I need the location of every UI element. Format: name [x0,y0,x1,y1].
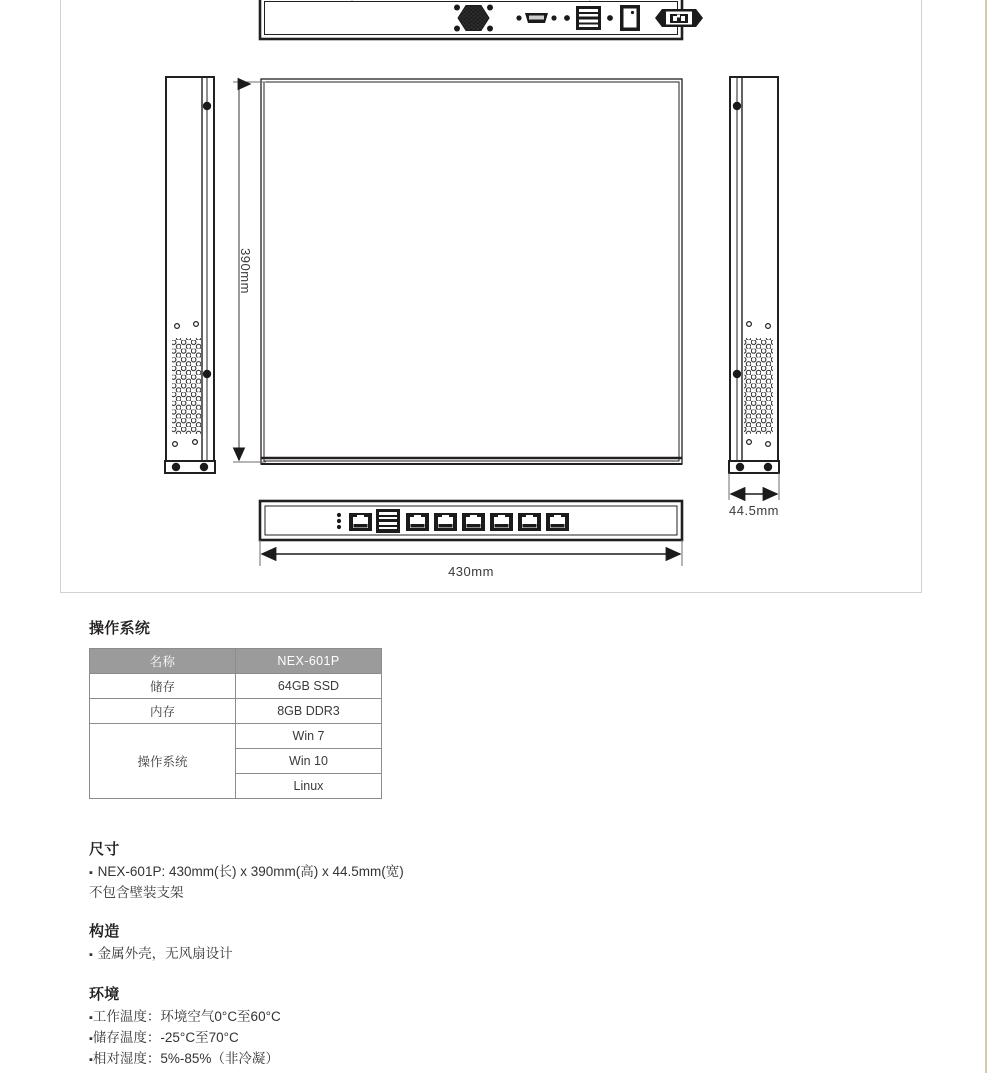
row-value-os-linux: Linux [236,774,382,799]
row-label-os: 操作系统 [90,724,236,799]
front-panel-view [260,501,682,540]
os-spec-table [89,648,382,799]
width-dimension-label: 430mm [448,564,494,579]
table-header-row [90,649,382,674]
power-inlet [655,9,703,27]
row-value-os-win10: Win 10 [236,749,382,774]
depth-dimension-label: 44.5mm [729,503,779,518]
row-label-memory: 内存 [90,699,236,724]
row-label-storage: 储存 [90,674,236,699]
environment-line-operating [89,1007,649,1028]
dimensions-section [89,838,649,903]
environment-section [89,983,649,1070]
console-rj45 [349,513,372,531]
table-header-model: NEX-601P [236,649,382,674]
mechanical-drawing-panel [60,0,922,593]
environment-line-storage [89,1028,649,1049]
rear-panel-view [260,0,703,39]
width-dimension [260,540,682,566]
status-leds [337,513,341,529]
dimensions-note: 不包含壁装支架 [89,885,184,900]
page-edge-rule [985,0,987,1073]
environment-line-humidity [89,1049,649,1070]
bullet-icon: ▪ [89,867,93,879]
environment-line-operating-text: 工作温度：环境空气0°C至60°C [92,1009,281,1024]
table-row [90,674,382,699]
table-row [90,699,382,724]
os-section [89,617,419,799]
power-switch [620,5,640,31]
left-side-view [165,77,215,473]
environment-line-storage-text: 储存温度：-25°C至70°C [92,1030,239,1045]
row-value-os-win7: Win 7 [236,724,382,749]
bullet-icon: ▪ [89,949,93,961]
bullet-icon: ▪ [89,1054,93,1066]
construction-section [89,920,649,965]
os-section-heading: 操作系统 [89,620,151,637]
right-side-view [729,77,779,473]
dimensions-line-text: NEX-601P: 430mm(长) x 390mm(高) x 44.5mm(宽) [97,864,404,879]
row-value-storage: 64GB SSD [236,674,382,699]
usb-ports-front [376,509,400,533]
bullet-icon: ▪ [89,1033,93,1045]
depth-dimension [729,473,779,500]
environment-line-humidity-text: 相对湿度：5%-85%（非冷凝） [92,1051,279,1066]
table-row [90,724,382,749]
table-header-name: 名称 [90,649,236,674]
dimensions-heading: 尺寸 [89,841,120,858]
dimensions-line [89,862,649,883]
mechanical-drawing-svg [61,0,923,594]
top-view [261,79,682,464]
height-dimension-label: 390mm [238,248,253,294]
construction-line-text: 金属外壳，无风扇设计 [97,946,233,961]
construction-heading: 构造 [89,923,120,940]
construction-line [89,944,649,965]
row-value-memory: 8GB DDR3 [236,699,382,724]
bullet-icon: ▪ [89,1012,93,1024]
environment-heading: 环境 [89,986,120,1003]
